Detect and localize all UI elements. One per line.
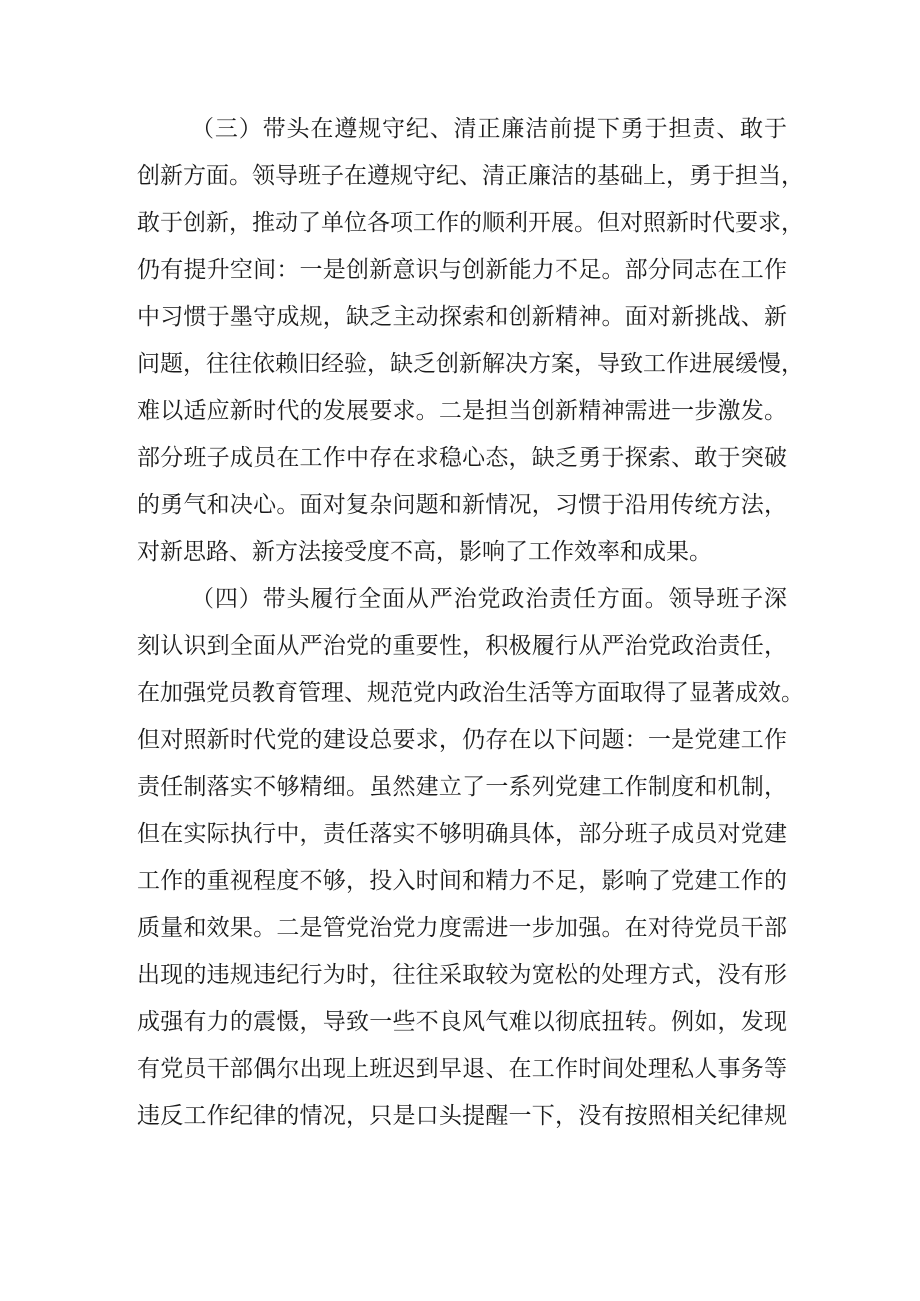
text-line: 创新方面。领导班子在遵规守纪、清正廉洁的基础上，勇于担当， — [137, 163, 804, 189]
text-line: 出现的违规违纪行为时，往往采取较为宽松的处理方式，没有形 — [137, 962, 787, 988]
text-line: 中习惯于墨守成规，缺乏主动探索和创新精神。面对新挑战、新 — [137, 304, 787, 330]
text-line: （四）带头履行全面从严治党政治责任方面。领导班子深 — [191, 586, 787, 612]
text-line: 有党员干部偶尔出现上班迟到早退、在工作时间处理私人事务等 — [137, 1056, 787, 1082]
text-line: 难以适应新时代的发展要求。二是担当创新精神需进一步激发。 — [137, 398, 787, 424]
text-line: 但在实际执行中，责任落实不够明确具体，部分班子成员对党建 — [137, 821, 787, 847]
text-line: （三）带头在遵规守纪、清正廉洁前提下勇于担责、敢于 — [191, 116, 787, 142]
text-line: 的勇气和决心。面对复杂问题和新情况，习惯于沿用传统方法， — [137, 492, 787, 518]
text-line: 部分班子成员在工作中存在求稳心态，缺乏勇于探索、敢于突破 — [137, 445, 787, 471]
text-line: 刻认识到全面从严治党的重要性，积极履行从严治党政治责任， — [137, 633, 787, 659]
paragraph-section-4 — [137, 576, 804, 1140]
text-line: 但对照新时代党的建设总要求，仍存在以下问题：一是党建工作 — [137, 727, 787, 753]
text-line: 对新思路、新方法接受度不高，影响了工作效率和成果。 — [137, 539, 712, 565]
text-line: 工作的重视程度不够，投入时间和精力不足，影响了党建工作的 — [137, 868, 787, 894]
paragraph-section-3 — [137, 106, 804, 576]
text-line: 仍有提升空间：一是创新意识与创新能力不足。部分同志在工作 — [137, 257, 787, 283]
text-line: 违反工作纪律的情况，只是口头提醒一下，没有按照相关纪律规 — [137, 1103, 787, 1129]
text-line: 质量和效果。二是管党治党力度需进一步加强。在对待党员干部 — [137, 915, 787, 941]
text-line: 问题，往往依赖旧经验，缺乏创新解决方案，导致工作进展缓慢， — [137, 351, 804, 377]
text-line: 敢于创新，推动了单位各项工作的顺利开展。但对照新时代要求， — [137, 210, 804, 236]
document-body — [137, 106, 804, 1140]
text-line: 在加强党员教育管理、规范党内政治生活等方面取得了显著成效。 — [137, 680, 804, 706]
text-line: 责任制落实不够精细。虽然建立了一系列党建工作制度和机制， — [137, 774, 787, 800]
text-line: 成强有力的震慑，导致一些不良风气难以彻底扭转。例如，发现 — [137, 1009, 787, 1035]
